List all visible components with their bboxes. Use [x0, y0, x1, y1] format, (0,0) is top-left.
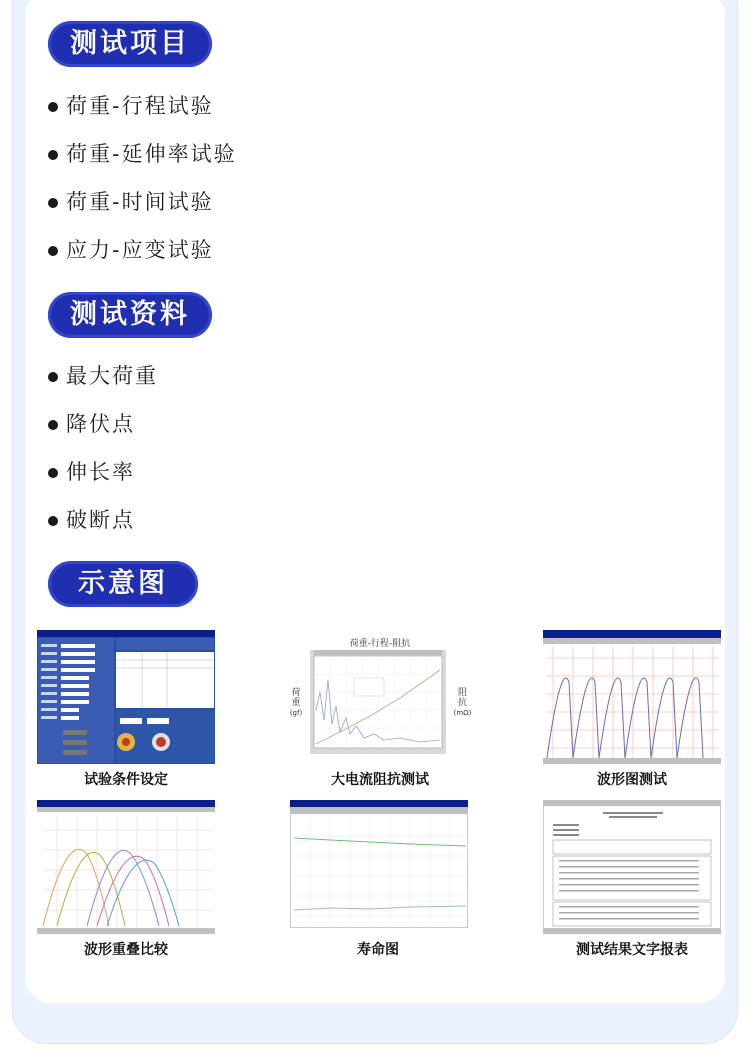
bullet-icon: [48, 150, 58, 160]
bullet-icon: [48, 198, 58, 208]
caption-impedance: 大电流阻抗测试: [331, 772, 429, 788]
bullet-icon: [48, 468, 58, 478]
left-axis-label: 荷 重 (gf): [289, 688, 303, 717]
bullet-icon: [48, 102, 58, 112]
list-item: 荷重-行程试验: [48, 82, 237, 130]
overlay-screenshot: [37, 800, 215, 934]
list-item: 降伏点: [48, 400, 158, 448]
impedance-plot: [310, 650, 446, 754]
settings-screenshot: [37, 630, 215, 764]
lifetime-screenshot: [290, 800, 468, 934]
caption-overlay: 波形重叠比较: [84, 942, 168, 958]
list-item: 应力-应变试验: [48, 226, 237, 274]
impedance-figure: [285, 636, 475, 758]
test-data-list: [48, 352, 158, 544]
caption-report: 测试结果文字报表: [576, 942, 688, 958]
list-item: 最大荷重: [48, 352, 158, 400]
list-item: 伸长率: [48, 448, 158, 496]
section-title-test-items: 测试项目: [48, 21, 212, 67]
section-title-diagrams: 示意图: [48, 561, 198, 607]
section-title-test-data: 测试资料: [48, 292, 212, 338]
impedance-chart-title: 荷重-行程-阻抗: [349, 639, 411, 649]
bullet-icon: [48, 516, 58, 526]
bullet-icon: [48, 246, 58, 256]
bullet-icon: [48, 420, 58, 430]
list-item: 荷重-时间试验: [48, 178, 237, 226]
caption-lifetime: 寿命图: [357, 942, 399, 958]
bullet-icon: [48, 372, 58, 382]
caption-settings: 试验条件设定: [84, 772, 168, 788]
test-items-list: [48, 82, 237, 274]
waveform-screenshot: [543, 630, 721, 764]
right-axis-label: 阻 抗 (mΩ): [453, 688, 472, 717]
caption-waveform: 波形图测试: [597, 772, 667, 788]
list-item: 荷重-延伸率试验: [48, 130, 237, 178]
list-item: 破断点: [48, 496, 158, 544]
report-screenshot: [543, 800, 721, 934]
